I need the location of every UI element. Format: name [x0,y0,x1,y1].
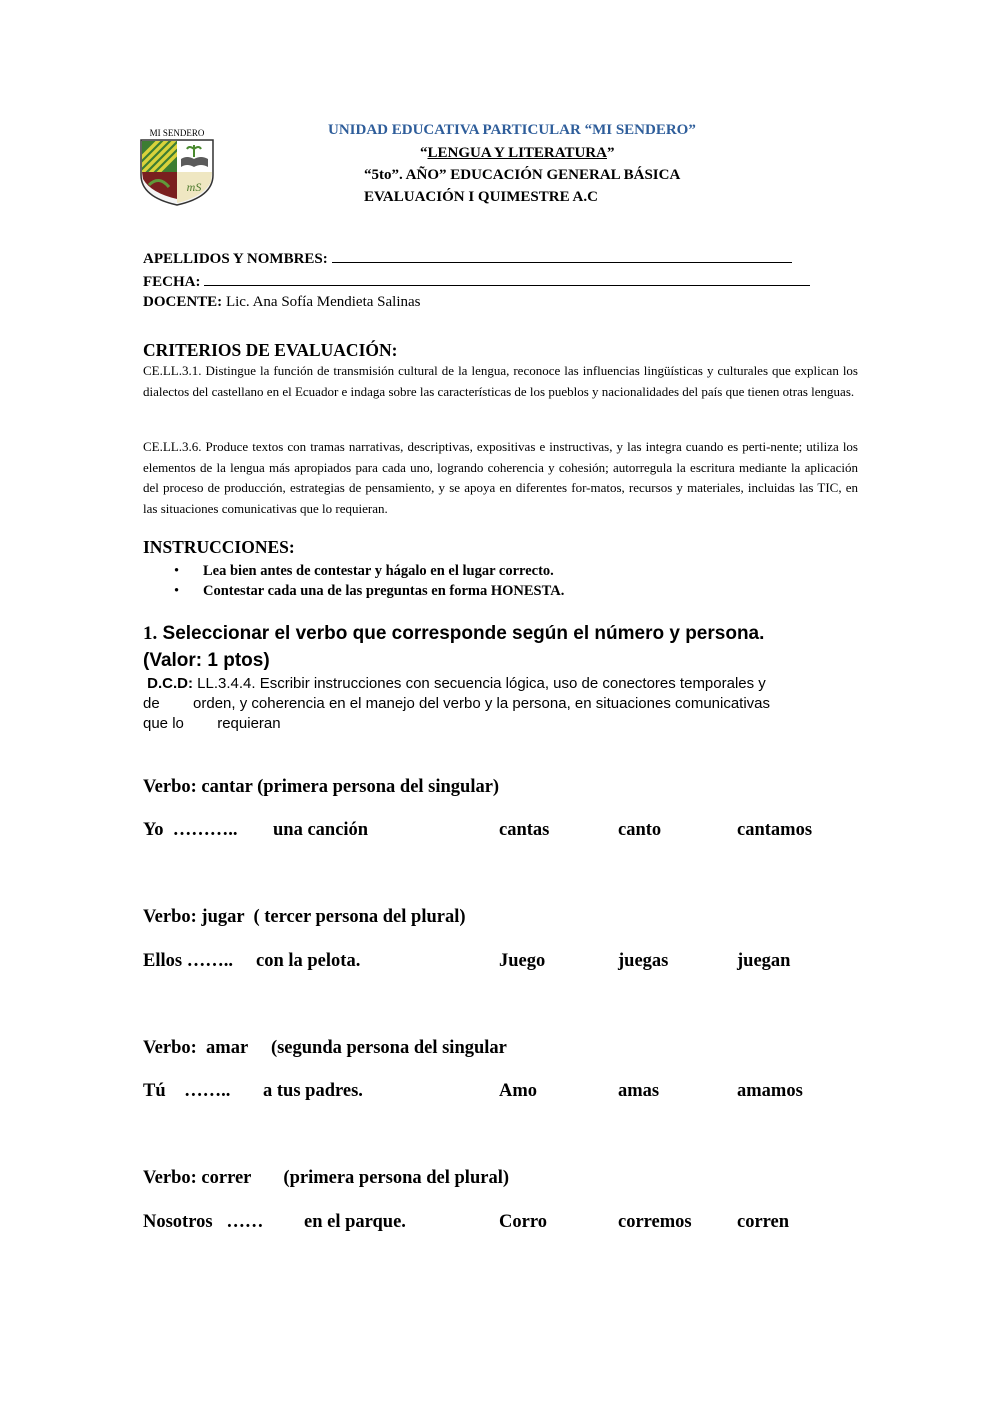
date-field[interactable] [143,271,810,291]
school-name: UNIDAD EDUCATIVA PARTICULAR “MI SENDERO” [328,122,696,138]
school-logo [137,127,217,207]
date-blank-line[interactable] [204,271,810,286]
subject-close-quote: ” [606,145,615,161]
logo-monogram: mS [186,180,202,194]
option-juegan[interactable]: juegan [737,951,791,971]
exercise-phrase: una canción [273,820,369,840]
instruction-item: • Contestar cada una de las preguntas en forma HONESTA. [203,581,564,601]
option-amamos[interactable]: amamos [737,1081,803,1101]
instructions-list [143,561,564,601]
dcd-line-1: LL.3.4.4. Escribir instrucciones con secuencia lógica, uso de conectores temporales y [193,675,766,692]
question-1-title [143,620,764,674]
name-blank-line[interactable] [332,248,792,263]
exercise-phrase: con la pelota. [256,951,361,971]
criteria-title: CRITERIOS DE EVALUACIÓN: [143,340,398,360]
option-juego[interactable]: Juego [499,951,546,971]
question-number: 1. [143,623,158,644]
name-label: APELLIDOS Y NOMBRES: [143,251,328,267]
dcd-line-3: que lo requieran [143,715,281,732]
criteria-text-2: CE.LL.3.6. Produce textos con tramas narrativas, descriptivas, expositivas e instructivas, y las integra cuando es perti-nente; utiliza los elementos de la lengua más apropiados para cada uno, logrando coherencia y cohesión; autorregula la escritura mediante la aplicación del proceso de producción, estrategias de pensamiento, y se apoya en diferentes for-matos, recursos y materiales, incluidas las TIC, en las situaciones comunicativas que lo requieran. [143,439,858,516]
option-cantamos[interactable]: cantamos [737,820,813,840]
option-corren[interactable]: corren [737,1212,790,1232]
subject-name: LENGUA Y LITERATURA [427,145,607,161]
exercise-subject: Nosotros …… [143,1212,264,1232]
exercise-subject: Ellos …….. [143,951,233,971]
option-juegas[interactable]: juegas [618,951,669,971]
dcd-label: D.C.D: [147,675,193,692]
exercise-row-1 [143,820,863,844]
option-amas[interactable]: amas [618,1081,660,1101]
name-field[interactable] [143,248,792,268]
criteria-text-1: CE.LL.3.1. Distingue la función de transmisión cultural de la lengua, reconoce las influencias lingüísticas y culturales que explican los dialectos del castellano en el Ecuador e indaga sobre las características de los pueblos y nacionalidades del país que tienen otras lenguas. [143,363,858,399]
option-cantas[interactable]: cantas [499,820,550,840]
exercise-row-4 [143,1212,863,1236]
question-title: Seleccionar el verbo que corresponde según el número y persona. [162,623,765,644]
exercise-subject: Yo ……….. [143,820,238,840]
date-label: FECHA: [143,274,201,290]
exercise-phrase: a tus padres. [263,1081,363,1101]
exercise-subject: Tú …….. [143,1081,231,1101]
logo-text: MI SENDERO [149,128,205,138]
dcd-text [143,674,848,734]
subject-title [420,145,614,162]
teacher-name: Lic. Ana Sofía Mendieta Salinas [225,294,421,310]
option-canto[interactable]: canto [618,820,662,840]
instruction-item: • Lea bien antes de contestar y hágalo en el lugar correcto. [203,561,564,581]
exercise-row-3 [143,1081,863,1105]
teacher-label: DOCENTE: [143,294,223,310]
dcd-line-2: de orden, y coherencia en el manejo del verbo y la persona, en situaciones comunicativas [143,695,771,712]
verb-heading-1: Verbo: cantar (primera persona del singular) [143,777,500,797]
verb-heading-2: Verbo: jugar ( tercer persona del plural) [143,907,466,927]
verb-heading-3: Verbo: amar (segunda persona del singular [143,1038,507,1058]
question-value: (Valor: 1 ptos) [143,650,270,671]
option-amo[interactable]: Amo [499,1081,538,1101]
subject-open-quote: “ [420,145,428,161]
grade-title: “5to”. AÑO” EDUCACIÓN GENERAL BÁSICA [364,167,681,183]
verb-heading-4: Verbo: correr (primera persona del plural) [143,1168,509,1188]
exam-title: EVALUACIÓN I QUIMESTRE A.C [364,189,598,205]
exercise-phrase: en el parque. [304,1212,406,1232]
teacher-field [143,294,420,311]
exercise-row-2 [143,951,863,975]
instructions-title: INSTRUCCIONES: [143,537,295,557]
option-corremos[interactable]: corremos [618,1212,692,1232]
option-corro[interactable]: Corro [499,1212,547,1232]
